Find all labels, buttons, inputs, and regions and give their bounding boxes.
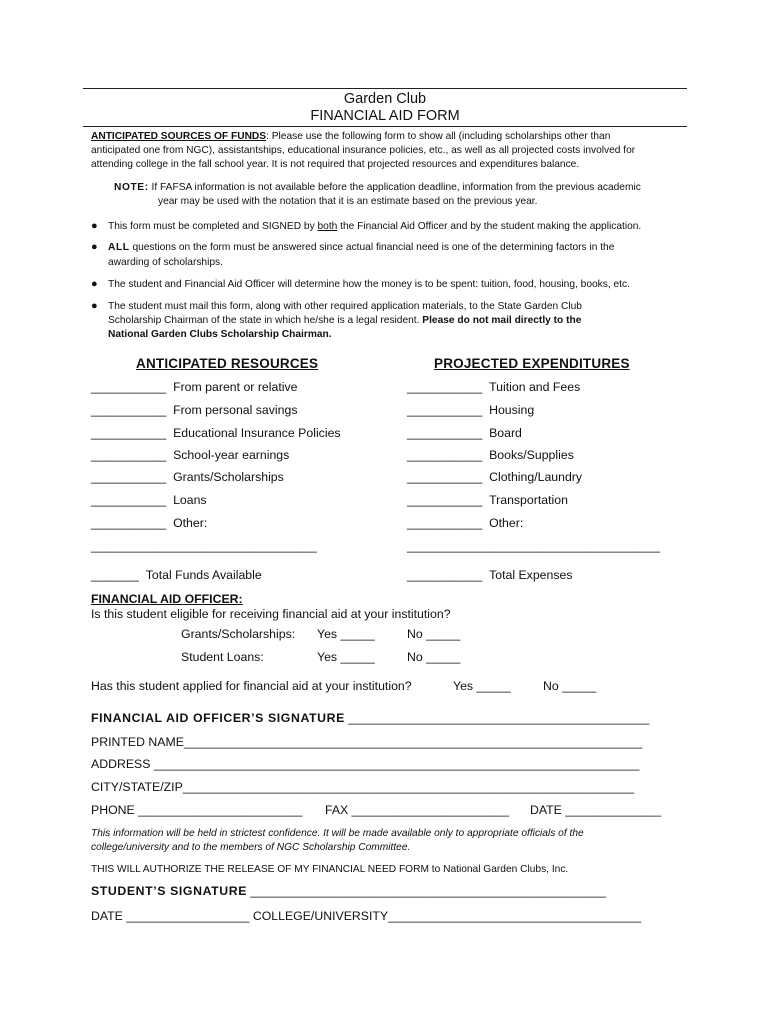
expense-row[interactable]: ___________ Transportation <box>407 493 568 507</box>
bullet-3: The student and Financial Aid Officer will determine how the money is to be spent: tuition, food, housing, books, etc. <box>108 279 630 290</box>
resource-row[interactable]: ___________ Other: <box>91 516 208 530</box>
eligibility-question: Is this student eligible for receiving financial aid at your institution? <box>91 607 451 621</box>
loans-no-field[interactable]: No _____ <box>407 650 461 664</box>
bullet-4-line-3: National Garden Clubs Scholarship Chairman. <box>108 329 332 340</box>
note-line-2: year may be used with the notation that it is an estimate based on the previous year. <box>158 196 538 207</box>
city-state-zip-field[interactable]: CITY/STATE/ZIP__________________________________________________________________ <box>91 780 635 794</box>
intro-line-1: ANTICIPATED SOURCES OF FUNDS: Please use the following form to show all (including scholarships other than <box>91 131 611 142</box>
bullet-dot: ● <box>91 300 98 312</box>
expense-row[interactable]: ___________ Clothing/Laundry <box>407 470 583 484</box>
title-rule <box>83 126 687 127</box>
resource-row[interactable]: ___________ From parent or relative <box>91 380 298 394</box>
intro-line-3: attending college in the fall school year. It is not required that projected resources and expenditures balance. <box>91 159 580 170</box>
resource-row[interactable]: ___________ From personal savings <box>91 403 298 417</box>
phone-field[interactable]: PHONE ________________________ <box>91 803 303 817</box>
loans-label: Student Loans: <box>181 650 264 664</box>
resource-row[interactable]: ___________ Educational Insurance Policies <box>91 426 341 440</box>
expense-row[interactable]: ___________ Housing <box>407 403 535 417</box>
resource-row[interactable]: ___________ School-year earnings <box>91 448 290 462</box>
bullet-4-line-2: Scholarship Chairman of the state in which he/she is a legal resident. Please do not mail directly to the <box>108 315 582 326</box>
bullet-2-line-2: awarding of scholarships. <box>108 257 223 268</box>
confidential-line-1: This information will be held in strictest confidence. It will be made available only to appropriate officials of the <box>91 828 584 839</box>
grants-yes-field[interactable]: Yes _____ <box>317 627 375 641</box>
date-field[interactable]: DATE ______________ <box>530 803 662 817</box>
club-name: Garden Club <box>343 91 427 107</box>
confidential-line-2: college/university and to the members of NGC Scholarship Committee. <box>91 842 411 853</box>
bullet-4-line-1: The student must mail this form, along with other required application materials, to the State Garden Club <box>108 301 582 312</box>
expense-row[interactable]: ___________ Books/Supplies <box>407 448 574 462</box>
student-signature-field[interactable]: STUDENT’S SIGNATURE ____________________________________________________ <box>91 884 607 898</box>
expense-row[interactable]: ___________ Board <box>407 426 522 440</box>
expense-other-line[interactable]: _____________________________________ <box>407 539 661 553</box>
anticipated-sources-label: ANTICIPATED SOURCES OF FUNDS <box>91 131 267 142</box>
authorize-statement: THIS WILL AUTHORIZE THE RELEASE OF MY FINANCIAL NEED FORM to National Garden Clubs, Inc. <box>91 864 569 875</box>
anticipated-resources-heading: ANTICIPATED RESOURCES <box>136 356 319 371</box>
grants-no-field[interactable]: No _____ <box>407 627 461 641</box>
student-date-college-field[interactable]: DATE __________________ COLLEGE/UNIVERSITY_____________________________________ <box>91 909 642 923</box>
resource-other-line[interactable]: _________________________________ <box>91 539 317 553</box>
note-line-1: NOTE: If FAFSA information is not available before the application deadline, information from the previous academic <box>114 182 641 193</box>
bullet-dot: ● <box>91 241 98 253</box>
total-expenses-row[interactable]: ___________ Total Expenses <box>407 568 573 582</box>
bullet-dot: ● <box>91 220 98 232</box>
intro-line-2: anticipated one from NGC), assistantships, educational insurance policies, etc., as well as all projected costs involved for <box>91 145 636 156</box>
applied-question: Has this student applied for financial aid at your institution? <box>91 679 412 693</box>
expense-row[interactable]: ___________ Other: <box>407 516 524 530</box>
applied-no-field[interactable]: No _____ <box>543 679 597 693</box>
projected-expenditures-heading: PROJECTED EXPENDITURES <box>434 356 630 371</box>
expense-row[interactable]: ___________ Tuition and Fees <box>407 380 581 394</box>
grants-label: Grants/Scholarships: <box>181 627 296 641</box>
loans-yes-field[interactable]: Yes _____ <box>317 650 375 664</box>
address-field[interactable]: ADDRESS _______________________________________________________________________ <box>91 757 640 771</box>
form-title: FINANCIAL AID FORM <box>310 108 460 124</box>
officer-signature-field[interactable]: FINANCIAL AID OFFICER’S SIGNATURE ____________________________________________ <box>91 711 650 725</box>
note-label: NOTE: <box>114 182 149 193</box>
total-funds-row[interactable]: _______ Total Funds Available <box>91 568 262 582</box>
top-rule <box>83 88 687 89</box>
resource-row[interactable]: ___________ Grants/Scholarships <box>91 470 284 484</box>
printed-name-field[interactable]: PRINTED NAME___________________________________________________________________ <box>91 735 643 749</box>
resource-row[interactable]: ___________ Loans <box>91 493 207 507</box>
applied-yes-field[interactable]: Yes _____ <box>453 679 511 693</box>
financial-aid-officer-heading: FINANCIAL AID OFFICER: <box>91 592 243 606</box>
bullet-2-line-1: ALL questions on the form must be answered since actual financial need is one of the determining factors in the <box>108 242 615 253</box>
bullet-dot: ● <box>91 278 98 290</box>
bullet-1: This form must be completed and SIGNED by both the Financial Aid Officer and by the student making the application. <box>108 221 642 232</box>
fax-field[interactable]: FAX _______________________ <box>325 803 509 817</box>
